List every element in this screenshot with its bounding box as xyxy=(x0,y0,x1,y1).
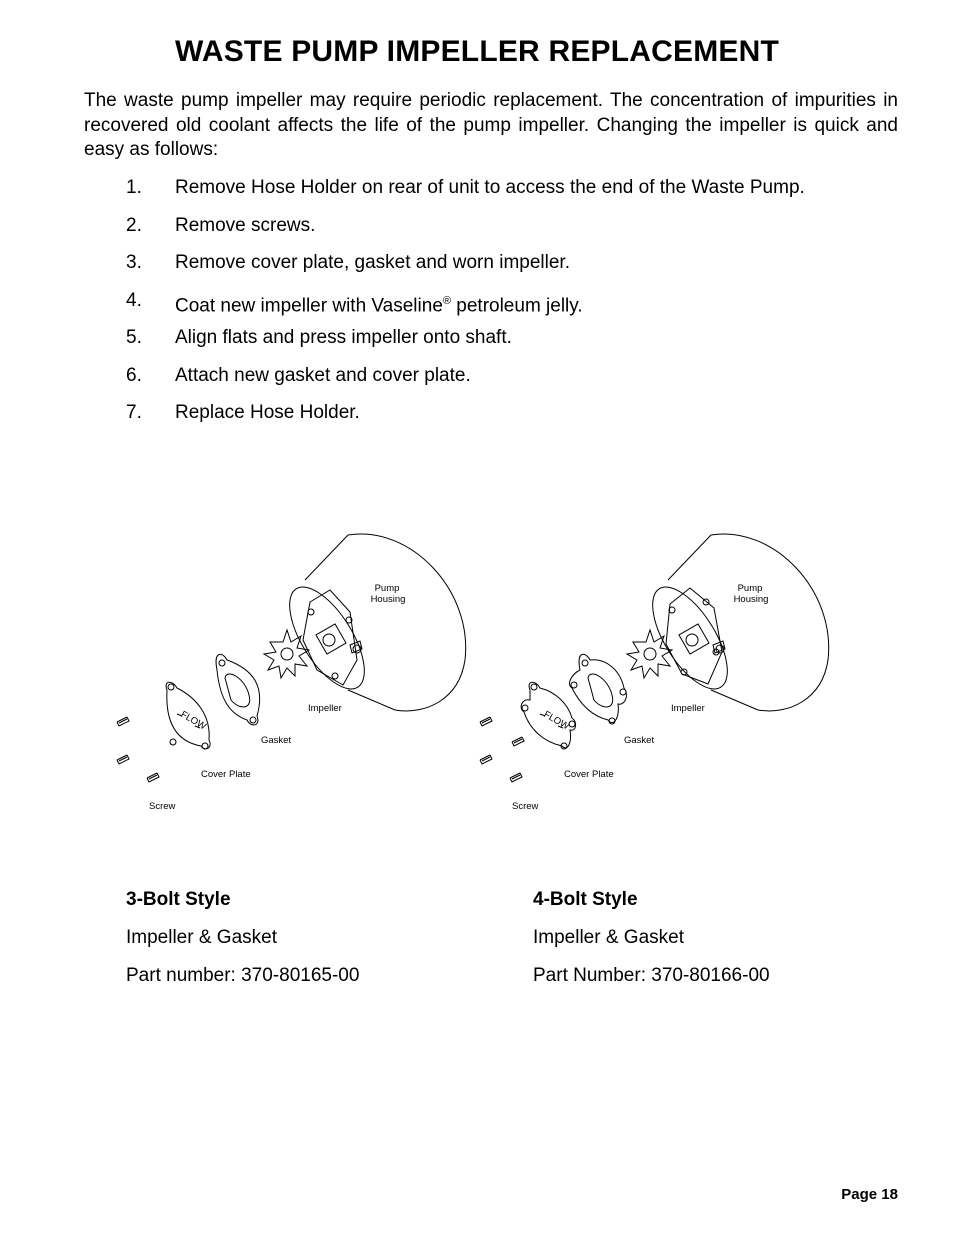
step-text: Remove cover plate, gasket and worn impeller. xyxy=(175,252,570,273)
step-text xyxy=(175,289,583,318)
pump-housing-drawing xyxy=(275,534,466,711)
impeller-drawing xyxy=(264,630,309,678)
instruction-steps xyxy=(126,176,906,439)
step-text: Align flats and press impeller onto shaft. xyxy=(175,327,512,348)
screw-label: Screw xyxy=(149,801,176,812)
gasket-drawing xyxy=(216,654,260,725)
part-number: Part Number: 370-80166-00 xyxy=(533,965,770,986)
flow-label: FLOW xyxy=(541,709,571,733)
step-text: Remove screws. xyxy=(175,214,316,236)
screw-drawing xyxy=(480,717,524,782)
pump-housing-label: Housing xyxy=(370,594,406,605)
gasket-label: Gasket xyxy=(624,735,655,746)
step-text-part: Coat new impeller with Vaseline xyxy=(175,294,443,316)
step-item xyxy=(126,214,906,252)
step-number: 1. xyxy=(126,177,142,198)
pump-diagram-4-bolt xyxy=(468,520,838,820)
step-number: 4. xyxy=(126,289,142,311)
style-heading: 3-Bolt Style xyxy=(126,889,231,910)
step-number: 3. xyxy=(126,252,142,273)
step-item xyxy=(126,289,906,327)
registered-mark: ® xyxy=(442,294,451,307)
style-heading: 4-Bolt Style xyxy=(533,889,638,910)
part-number: Part number: 370-80165-00 xyxy=(126,965,360,986)
step-text: Replace Hose Holder. xyxy=(175,402,360,423)
step-item xyxy=(126,251,906,289)
pump-housing-label: Housing xyxy=(733,594,769,605)
step-text: Remove Hose Holder on rear of unit to access the end of the Waste Pump. xyxy=(175,177,805,198)
page-title: WASTE PUMP IMPELLER REPLACEMENT xyxy=(174,35,780,68)
style-description: Impeller & Gasket xyxy=(533,927,684,948)
gasket-label: Gasket xyxy=(261,735,292,746)
pump-diagram-3-bolt xyxy=(105,520,475,820)
step-number: 7. xyxy=(126,402,142,423)
step-text: Attach new gasket and cover plate. xyxy=(175,364,471,386)
screw-label: Screw xyxy=(512,801,539,812)
impeller-label: Impeller xyxy=(671,703,705,714)
impeller-drawing xyxy=(627,630,672,678)
impeller-label: Impeller xyxy=(308,703,342,714)
style-4-bolt xyxy=(533,886,770,1000)
style-3-bolt xyxy=(126,886,359,1000)
flow-label: FLOW xyxy=(178,709,208,733)
page-number: Page 18 xyxy=(841,1186,898,1203)
screw-drawing xyxy=(117,717,159,782)
step-item xyxy=(126,176,906,214)
pump-housing-label: Pump xyxy=(374,583,400,594)
gasket-drawing xyxy=(570,654,627,724)
pump-housing-drawing xyxy=(638,534,829,711)
cover-plate-label: Cover Plate xyxy=(201,769,251,780)
pump-housing-label: Pump xyxy=(737,583,763,594)
style-description: Impeller & Gasket xyxy=(126,927,277,948)
step-number: 5. xyxy=(126,327,142,348)
step-item xyxy=(126,401,906,439)
cover-plate-label: Cover Plate xyxy=(564,769,614,780)
step-item xyxy=(126,326,906,364)
step-number: 2. xyxy=(126,214,142,236)
intro-paragraph: The waste pump impeller may require periodic replacement. The concentration of impurities in recovered old coolant affects the life of the pump impeller. Changing the impeller is quick and easy as follows: xyxy=(84,90,898,160)
step-text-part: petroleum jelly. xyxy=(451,294,583,316)
step-item xyxy=(126,364,906,402)
step-number: 6. xyxy=(126,364,142,386)
